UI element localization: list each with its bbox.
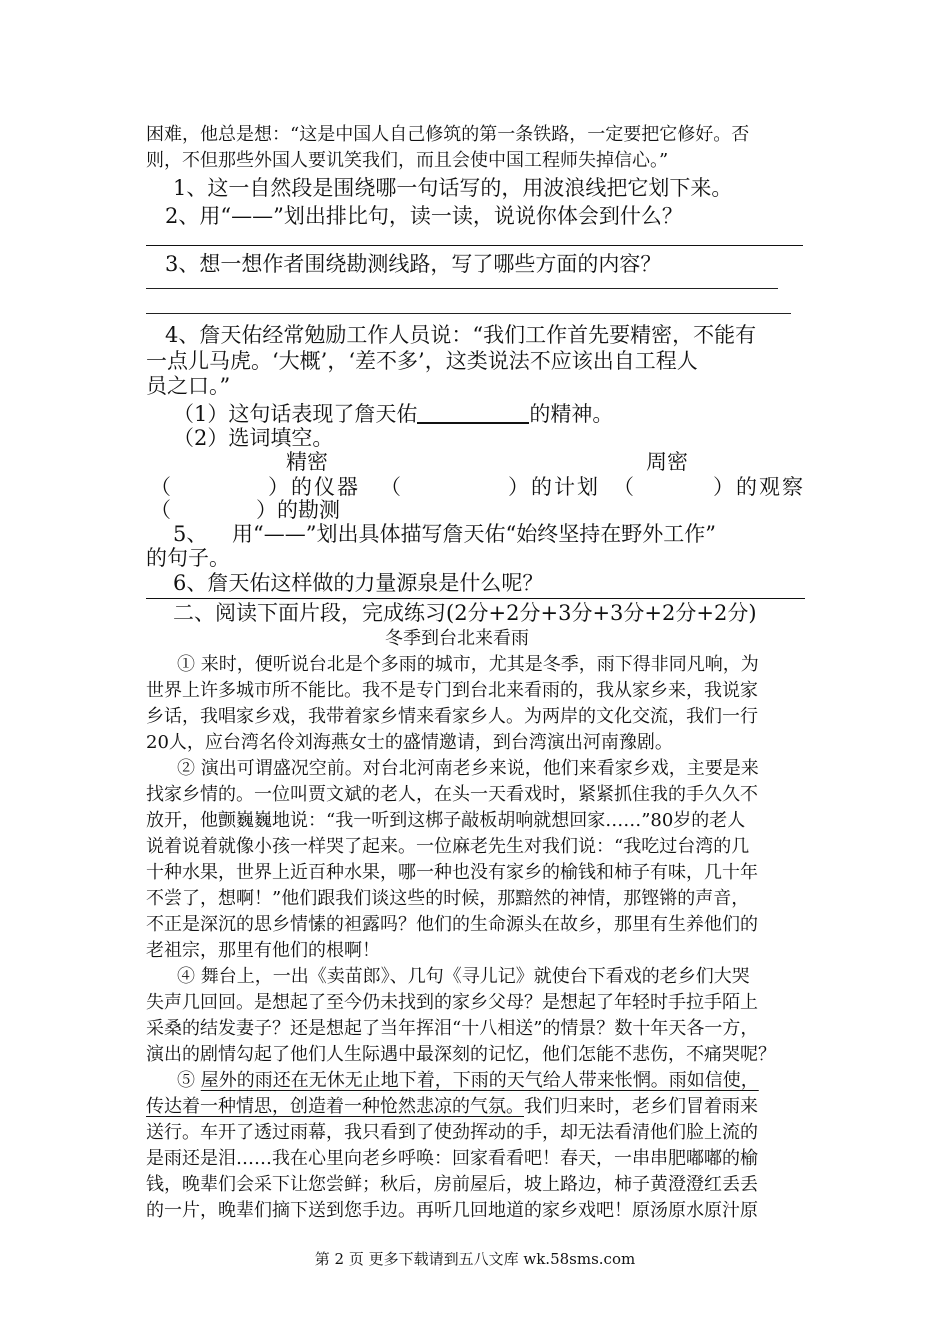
question-2: 2、用“——”划出排比句，读一读，说说你体会到什么？: [165, 204, 683, 228]
question-6: 6、詹天佑这样做的力量源泉是什么呢？: [173, 571, 544, 595]
p5-underlined-sentence-a: 屋外的雨还在无休无止地下着，下雨的天气给人带来怅惘。雨如信使，: [200, 1070, 759, 1091]
fill-open-paren-1[interactable]: （: [150, 475, 171, 499]
fill-open-paren-4[interactable]: （: [150, 498, 171, 522]
passage-line: ① 来时，便听说台北是个多雨的城市，尤其是冬季，雨下得非同凡响，为: [177, 654, 759, 675]
answer-line-q2[interactable]: [146, 245, 803, 246]
passage-p5-line-2: [146, 1098, 758, 1116]
section-2-heading: 二、阅读下面片段，完成练习(2分+2分+3分+3分+2分+2分): [173, 601, 757, 625]
passage-line: 失声几回回。是想起了至今仍未找到的家乡父母？是想起了年轻时手拉手陌上: [146, 992, 758, 1013]
passage-line: 老祖宗，那里有他们的根啊！: [146, 940, 380, 961]
top-text-line-2: 则，不但那些外国人要讥笑我们，而且会使中国工程师失掉信心。”: [146, 150, 669, 171]
passage-p5-line-1: [177, 1072, 759, 1090]
question-4-line-1: 4、詹天佑经常勉励工作人员说：“我们工作首先要精密，不能有: [165, 323, 757, 347]
question-1: 1、这一自然段是围绕哪一句话写的，用波浪线把它划下来。: [173, 176, 733, 200]
fill-item-1: ）的仪器: [268, 475, 360, 499]
passage-line: 不正是深沉的思乡情愫的袒露吗？他们的生命源头在故乡，那里有生养他们的: [146, 914, 758, 935]
page-footer: 第 2 页 更多下载请到五八文库 wk.58sms.com: [314, 1250, 636, 1268]
fill-item-4: ）的勘测: [256, 498, 340, 522]
q4-sub1-prefix: （1）这句话表现了詹天佑: [173, 402, 418, 426]
q4-sub1-suffix: 的精神。: [529, 402, 614, 426]
question-5-text: 用“——”划出具体描写詹天佑“始终坚持在野外工作”: [232, 522, 716, 546]
top-text-line-1: 困难，他总是想：“这是中国人自己修筑的第一条铁路，一定要把它修好。否: [146, 124, 750, 145]
passage-title: 冬季到台北来看雨: [385, 628, 529, 649]
passage-line: 放开，他颤巍巍地说：“我一听到这梆子敲板胡响就想回家……”80岁的老人: [146, 810, 746, 831]
answer-line-q3-b[interactable]: [146, 313, 791, 314]
passage-line: ④ 舞台上，一出《卖苗郎》、几句《寻儿记》就使台下看戏的老乡们大哭: [177, 966, 750, 987]
question-4-line-3: 员之口。”: [146, 374, 231, 398]
passage-line: 世界上许多城市所不能比。我不是专门到台北来看雨的，我从家乡来，我说家: [146, 680, 758, 701]
passage-line: 的一片，晚辈们摘下送到您手边。再听几回地道的家乡戏吧！原汤原水原汁原: [146, 1200, 758, 1221]
passage-line: 20人，应台湾名伶刘海燕女士的盛情邀请，到台湾演出河南豫剧。: [146, 732, 673, 753]
question-4-sub-1: [173, 402, 613, 425]
question-5-number: 5、: [173, 522, 208, 546]
p5-underlined-sentence-b: 传达着一种情思，创造着一种怆然悲凉的气氛。: [146, 1096, 524, 1117]
fill-item-3: ）的观察: [713, 475, 805, 499]
passage-line: 不尝了，想啊！”他们跟我们谈这些的时候，那黯然的神情，那铿锵的声音，: [146, 888, 750, 909]
question-3: 3、想一想作者围绕勘测线路，写了哪些方面的内容？: [165, 252, 662, 276]
question-4-sub-2: （2）选词填空。: [173, 426, 334, 450]
passage-line: 钱，晚辈们会采下让您尝鲜；秋后，房前屋后，坡上路边，柿子黄澄澄红丢丢: [146, 1174, 758, 1195]
passage-line: 说着说着就像小孩一样哭了起来。一位麻老先生对我们说：“我吃过台湾的几: [146, 836, 750, 857]
p5-rest: 我们归来时，老乡们冒着雨来: [524, 1096, 758, 1117]
answer-line-q3-a[interactable]: [146, 288, 778, 289]
passage-line: 找家乡情的。一位叫贾文斌的老人，在头一天看戏时，紧紧抓住我的手久久不: [146, 784, 758, 805]
word-option-1: 精密: [286, 450, 328, 474]
section-divider: [146, 598, 805, 599]
fill-item-2: ）的计划: [508, 475, 600, 499]
passage-line: ② 演出可谓盛况空前。对台北河南老乡来说，他们来看家乡戏，主要是来: [177, 758, 759, 779]
question-4-line-2: 一点儿马虎。‘大概’，‘差不多’，这类说法不应该出自工程人: [146, 349, 698, 373]
word-option-2: 周密: [646, 450, 688, 474]
fill-open-paren-3[interactable]: （: [613, 475, 634, 499]
passage-line: 采桑的结发妻子？还是想起了当年挥泪“十八相送”的情景？数十年天各一方，: [146, 1018, 759, 1039]
passage-line: 是雨还是泪……我在心里向老乡呼唤：回家看看吧！春天，一串串肥嘟嘟的榆: [146, 1148, 758, 1169]
passage-line: 演出的剧情勾起了他们人生际遇中最深刻的记忆，他们怎能不悲伤，不痛哭呢？: [146, 1044, 776, 1065]
passage-line: 乡话，我唱家乡戏，我带着家乡情来看家乡人。为两岸的文化交流，我们一行: [146, 706, 758, 727]
passage-line: 送行。车开了透过雨幕，我只看到了使劲挥动的手，却无法看清他们脸上流的: [146, 1122, 758, 1143]
q4-sub1-blank[interactable]: [417, 402, 529, 424]
passage-line: 十种水果，世界上近百种水果，哪一种也没有家乡的榆钱和柿子有味，几十年: [146, 862, 758, 883]
fill-open-paren-2[interactable]: （: [380, 475, 401, 499]
question-5-line-2: 的句子。: [146, 546, 230, 570]
p5-number: ⑤: [177, 1070, 195, 1091]
